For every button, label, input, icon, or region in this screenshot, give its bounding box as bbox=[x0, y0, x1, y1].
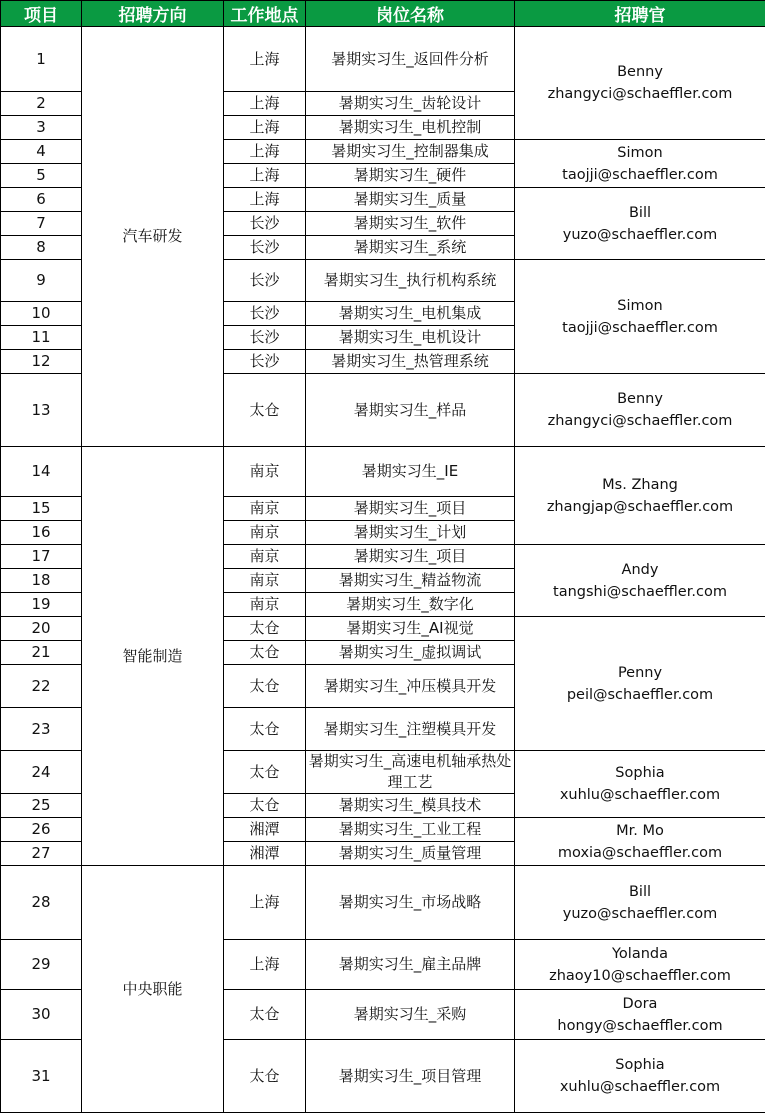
position-cell: 暑期实习生_软件 bbox=[306, 212, 515, 236]
location-cell: 湘潭 bbox=[224, 818, 306, 842]
location-cell: 上海 bbox=[224, 140, 306, 164]
recruiter-cell bbox=[515, 374, 765, 447]
header-row bbox=[1, 1, 765, 27]
position-cell: 暑期实习生_质量管理 bbox=[306, 842, 515, 866]
position-cell: 暑期实习生_模具技术 bbox=[306, 794, 515, 818]
position-cell: 暑期实习生_控制器集成 bbox=[306, 140, 515, 164]
recruiter-email[interactable]: zhangjap@schaeffler.com bbox=[546, 498, 734, 515]
location-cell: 太仓 bbox=[224, 665, 306, 708]
recruiter-cell bbox=[515, 990, 765, 1040]
recruiter-name: Ms. Zhang bbox=[602, 476, 678, 493]
row-number: 14 bbox=[1, 447, 82, 497]
location-cell: 长沙 bbox=[224, 326, 306, 350]
location-cell: 上海 bbox=[224, 188, 306, 212]
recruiter-cell bbox=[515, 447, 765, 545]
row-number: 3 bbox=[1, 116, 82, 140]
recruiter-email[interactable]: taojji@schaeffler.com bbox=[562, 319, 718, 336]
row-number: 11 bbox=[1, 326, 82, 350]
location-cell: 南京 bbox=[224, 521, 306, 545]
location-cell: 南京 bbox=[224, 593, 306, 617]
position-cell: 暑期实习生_冲压模具开发 bbox=[306, 665, 515, 708]
recruiter-cell bbox=[515, 545, 765, 617]
position-cell: 暑期实习生_数字化 bbox=[306, 593, 515, 617]
recruiter-name: Simon bbox=[617, 144, 663, 161]
row-number: 20 bbox=[1, 617, 82, 641]
recruiter-name: Benny bbox=[617, 391, 663, 407]
recruiter-email[interactable]: zhangyci@schaeffler.com bbox=[547, 86, 733, 102]
location-cell: 南京 bbox=[224, 569, 306, 593]
position-cell: 暑期实习生_项目 bbox=[306, 545, 515, 569]
row-number: 10 bbox=[1, 302, 82, 326]
row-number: 16 bbox=[1, 521, 82, 545]
row-number: 27 bbox=[1, 842, 82, 866]
recruiter-name: Bill bbox=[628, 883, 652, 900]
location-cell: 南京 bbox=[224, 545, 306, 569]
recruiter-email[interactable]: moxia@schaeffler.com bbox=[557, 844, 723, 861]
position-cell: 暑期实习生_系统 bbox=[306, 236, 515, 260]
location-cell: 太仓 bbox=[224, 990, 306, 1040]
position-cell: 暑期实习生_计划 bbox=[306, 521, 515, 545]
position-cell: 暑期实习生_精益物流 bbox=[306, 569, 515, 593]
position-cell: 暑期实习生_齿轮设计 bbox=[306, 92, 515, 116]
location-cell: 太仓 bbox=[224, 794, 306, 818]
recruiter-cell bbox=[515, 1040, 765, 1113]
recruiter-name: Mr. Mo bbox=[616, 822, 664, 839]
row-number: 18 bbox=[1, 569, 82, 593]
table-row bbox=[1, 447, 765, 497]
header-location: 工作地点 bbox=[224, 1, 306, 27]
recruiter-email[interactable]: zhangyci@schaeffler.com bbox=[547, 413, 733, 429]
recruiter-name: Sophia bbox=[615, 1057, 665, 1073]
location-cell: 上海 bbox=[224, 116, 306, 140]
recruiter-email[interactable]: xuhlu@schaeffler.com bbox=[559, 787, 721, 803]
position-cell: 暑期实习生_注塑模具开发 bbox=[306, 708, 515, 751]
position-cell: 暑期实习生_工业工程 bbox=[306, 818, 515, 842]
location-cell: 长沙 bbox=[224, 212, 306, 236]
position-cell: 暑期实习生_项目管理 bbox=[306, 1040, 515, 1113]
table-row bbox=[1, 27, 765, 92]
recruiter-email[interactable]: xuhlu@schaeffler.com bbox=[559, 1079, 721, 1095]
header-no: 项目 bbox=[1, 1, 82, 27]
row-number: 15 bbox=[1, 497, 82, 521]
recruiter-name: Dora bbox=[622, 995, 658, 1012]
recruiter-cell bbox=[515, 260, 765, 374]
recruiter-email[interactable]: taojji@schaeffler.com bbox=[562, 166, 718, 183]
recruiter-name: Andy bbox=[621, 561, 659, 578]
position-cell: 暑期实习生_市场战略 bbox=[306, 866, 515, 940]
location-cell: 上海 bbox=[224, 940, 306, 990]
position-cell: 暑期实习生_虚拟调试 bbox=[306, 641, 515, 665]
location-cell: 上海 bbox=[224, 27, 306, 92]
row-number: 22 bbox=[1, 665, 82, 708]
row-number: 4 bbox=[1, 140, 82, 164]
recruiter-name: Yolanda bbox=[612, 945, 668, 962]
recruiter-cell bbox=[515, 866, 765, 940]
position-cell: 暑期实习生_执行机构系统 bbox=[306, 260, 515, 302]
direction-cell: 汽车研发 bbox=[82, 27, 224, 447]
header-direction: 招聘方向 bbox=[82, 1, 224, 27]
recruiter-name: Penny bbox=[617, 664, 663, 681]
row-number: 9 bbox=[1, 260, 82, 302]
recruiter-cell bbox=[515, 140, 765, 188]
row-number: 23 bbox=[1, 708, 82, 751]
location-cell: 南京 bbox=[224, 497, 306, 521]
row-number: 13 bbox=[1, 374, 82, 447]
row-number: 21 bbox=[1, 641, 82, 665]
row-number: 30 bbox=[1, 990, 82, 1040]
recruiter-cell bbox=[515, 818, 765, 866]
recruiter-name: Bill bbox=[628, 204, 652, 221]
recruiter-cell bbox=[515, 940, 765, 990]
row-number: 26 bbox=[1, 818, 82, 842]
recruiter-cell bbox=[515, 751, 765, 818]
position-cell: 暑期实习生_采购 bbox=[306, 990, 515, 1040]
recruiter-cell bbox=[515, 188, 765, 260]
location-cell: 上海 bbox=[224, 866, 306, 940]
position-cell: 暑期实习生_IE bbox=[306, 447, 515, 497]
recruiter-name: Benny bbox=[617, 64, 663, 80]
location-cell: 上海 bbox=[224, 92, 306, 116]
row-number: 19 bbox=[1, 593, 82, 617]
recruiter-cell bbox=[515, 27, 765, 140]
location-cell: 长沙 bbox=[224, 260, 306, 302]
header-position: 岗位名称 bbox=[306, 1, 515, 27]
row-number: 17 bbox=[1, 545, 82, 569]
direction-cell: 智能制造 bbox=[82, 447, 224, 866]
location-cell: 太仓 bbox=[224, 617, 306, 641]
position-cell: 暑期实习生_硬件 bbox=[306, 164, 515, 188]
position-cell: 暑期实习生_电机控制 bbox=[306, 116, 515, 140]
row-number: 7 bbox=[1, 212, 82, 236]
recruiter-email[interactable]: yuzo@schaeffler.com bbox=[562, 905, 718, 922]
recruiter-name: Simon bbox=[617, 297, 663, 314]
position-cell: 暑期实习生_AI视觉 bbox=[306, 617, 515, 641]
position-cell: 暑期实习生_电机设计 bbox=[306, 326, 515, 350]
location-cell: 太仓 bbox=[224, 1040, 306, 1113]
table-row bbox=[1, 866, 765, 940]
position-cell: 暑期实习生_质量 bbox=[306, 188, 515, 212]
direction-cell: 中央职能 bbox=[82, 866, 224, 1113]
row-number: 8 bbox=[1, 236, 82, 260]
header-recruiter: 招聘官 bbox=[515, 1, 765, 27]
location-cell: 长沙 bbox=[224, 236, 306, 260]
row-number: 12 bbox=[1, 350, 82, 374]
recruiter-email[interactable]: peil@schaeffler.com bbox=[566, 686, 714, 703]
position-cell: 暑期实习生_热管理系统 bbox=[306, 350, 515, 374]
location-cell: 太仓 bbox=[224, 641, 306, 665]
location-cell: 太仓 bbox=[224, 751, 306, 794]
recruiter-email[interactable]: yuzo@schaeffler.com bbox=[562, 226, 718, 243]
recruiter-email[interactable]: tangshi@schaeffler.com bbox=[553, 583, 727, 600]
position-cell: 暑期实习生_电机集成 bbox=[306, 302, 515, 326]
location-cell: 太仓 bbox=[224, 708, 306, 751]
row-number: 24 bbox=[1, 751, 82, 794]
recruiter-email[interactable]: hongy@schaeffler.com bbox=[557, 1017, 723, 1034]
position-cell: 暑期实习生_返回件分析 bbox=[306, 27, 515, 92]
row-number: 5 bbox=[1, 164, 82, 188]
location-cell: 长沙 bbox=[224, 302, 306, 326]
location-cell: 太仓 bbox=[224, 374, 306, 447]
location-cell: 长沙 bbox=[224, 350, 306, 374]
table-body bbox=[1, 27, 765, 1113]
location-cell: 上海 bbox=[224, 164, 306, 188]
row-number: 28 bbox=[1, 866, 82, 940]
position-cell: 暑期实习生_项目 bbox=[306, 497, 515, 521]
location-cell: 南京 bbox=[224, 447, 306, 497]
row-number: 2 bbox=[1, 92, 82, 116]
location-cell: 湘潭 bbox=[224, 842, 306, 866]
recruiter-email[interactable]: zhaoy10@schaeffler.com bbox=[549, 967, 731, 984]
position-cell: 暑期实习生_高速电机轴承热处理工艺 bbox=[306, 751, 515, 794]
row-number: 6 bbox=[1, 188, 82, 212]
position-cell: 暑期实习生_样品 bbox=[306, 374, 515, 447]
recruiter-cell bbox=[515, 617, 765, 751]
row-number: 31 bbox=[1, 1040, 82, 1113]
position-cell: 暑期实习生_雇主品牌 bbox=[306, 940, 515, 990]
row-number: 29 bbox=[1, 940, 82, 990]
row-number: 25 bbox=[1, 794, 82, 818]
recruiter-name: Sophia bbox=[615, 765, 665, 781]
row-number: 1 bbox=[1, 27, 82, 92]
